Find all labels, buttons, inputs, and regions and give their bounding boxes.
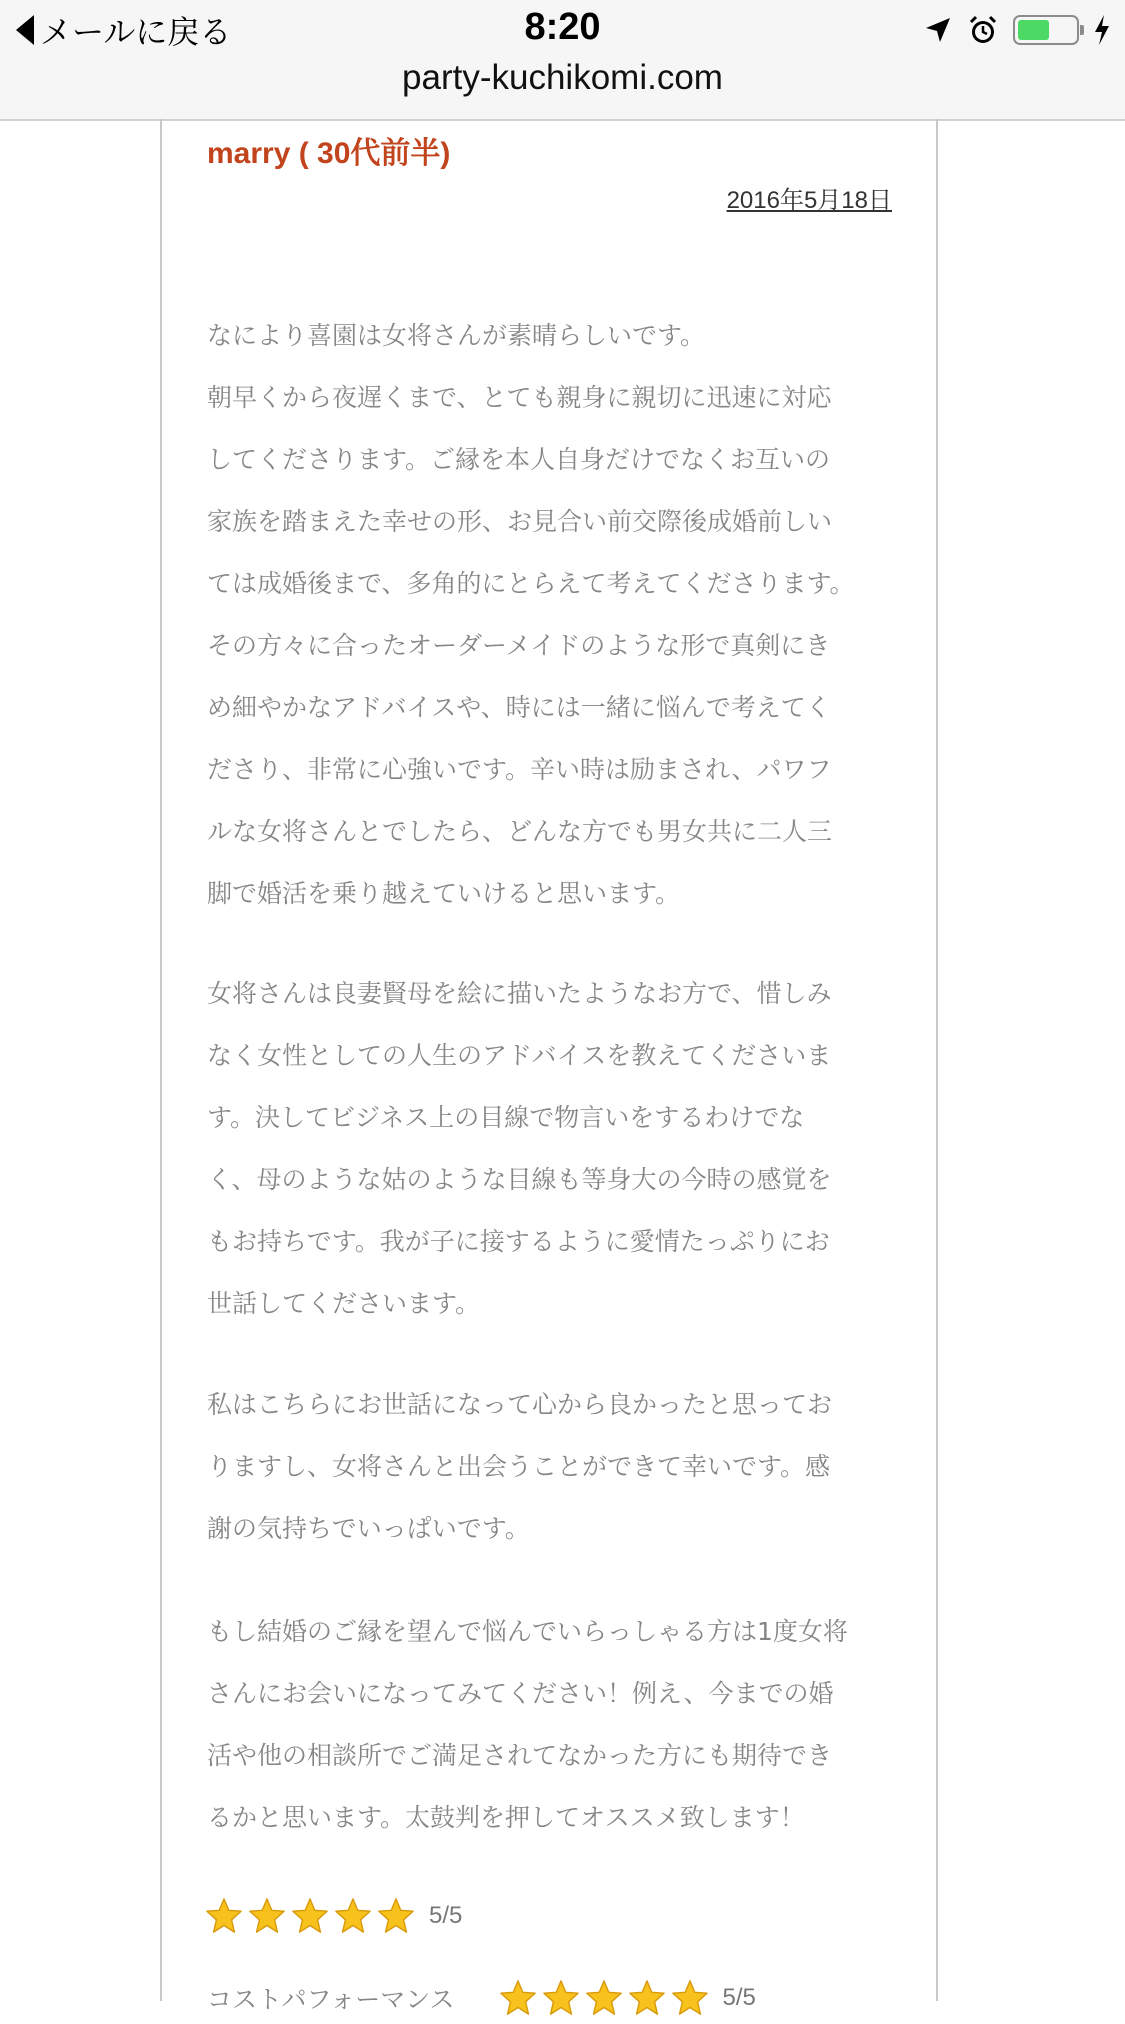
review-paragraph-4 (207, 1601, 897, 1849)
text-line: りますし、女将さんと出会うことができて幸いです。感 (207, 1452, 831, 1481)
status-time: 8:20 (524, 6, 601, 48)
text-line: なにより喜園は女将さんが素晴らしいです。 (207, 321, 706, 350)
charging-bolt-icon (1093, 14, 1111, 46)
text-line: 世話してくださいます。 (207, 1289, 481, 1318)
browser-top-bar (0, 0, 1125, 121)
battery-level (1018, 20, 1049, 40)
text-line: 朝早くから夜遅くまで、とても親身に親切に迅速に対応 (207, 383, 832, 412)
star-icon (377, 1897, 415, 1935)
alarm-icon (967, 14, 999, 46)
status-icons (923, 12, 1111, 48)
star-icon (248, 1897, 286, 1935)
text-line: 私はこちらにお世話になって心から良かったと思ってお (207, 1390, 833, 1419)
star-icon (542, 1979, 580, 2017)
star-rating (205, 1897, 415, 1935)
text-line: す。決してビジネス上の目線で物言いをするわけでな (207, 1103, 805, 1132)
battery-icon (1013, 15, 1079, 45)
text-line: ては成婚後まで、多角的にとらえて考えてくださります。 (207, 569, 855, 598)
text-line: 脚で婚活を乗り越えていけると思います。 (207, 879, 681, 908)
url-bar[interactable]: party-kuchikomi.com (402, 58, 723, 97)
text-line: してくださります。ご縁を本人自身だけでなくお互いの (207, 445, 831, 474)
text-line: るかと思います。太鼓判を押してオススメ致します！ (207, 1803, 805, 1832)
cost-performance-rating (207, 1972, 756, 2024)
star-icon (499, 1979, 537, 2017)
text-line: もお持ちです。我が子に接するように愛情たっぷりにお (207, 1227, 830, 1256)
text-line: め細やかなアドバイスや、時には一緒に悩んで考えてく (207, 693, 831, 722)
star-icon (671, 1979, 709, 2017)
review-author: marry ( 30代前半) (207, 137, 451, 170)
text-line: さんにお会いになってみてください！例え、今までの婚 (207, 1679, 834, 1708)
cost-performance-score: 5/5 (722, 1984, 756, 2011)
star-icon (334, 1897, 372, 1935)
text-line: 活や他の相談所でご満足されてなかった方にも期待でき (207, 1741, 833, 1770)
text-line: もし結婚のご縁を望んで悩んでいらっしゃる方は1度女将 (207, 1617, 848, 1646)
star-icon (205, 1897, 243, 1935)
text-line: ルな女将さんとでしたら、どんな方でも男女共に二人三 (207, 817, 833, 846)
overall-rating (205, 1890, 462, 1942)
text-line: ださり、非常に心強いです。辛い時は励まされ、パワフ (207, 755, 832, 784)
star-icon (585, 1979, 623, 2017)
review-paragraph-2 (207, 963, 897, 1335)
review-paragraph-1 (207, 305, 897, 925)
review-date[interactable]: 2016年5月18日 (726, 187, 892, 214)
text-line: 女将さんは良妻賢母を絵に描いたようなお方で、惜しみ (207, 979, 832, 1008)
star-rating (499, 1979, 709, 2017)
text-line: 謝の気持ちでいっぱいです。 (207, 1514, 530, 1543)
text-line: その方々に合ったオーダーメイドのような形で真剣にき (207, 631, 831, 660)
overall-rating-score: 5/5 (429, 1902, 463, 1929)
review-paragraph-3 (207, 1374, 897, 1560)
text-line: 家族を踏まえた幸せの形、お見合い前交際後成婚前しい (207, 507, 833, 536)
location-arrow-icon (923, 15, 953, 45)
text-line: く、母のような姑のような目線も等身大の今時の感覚を (207, 1165, 832, 1194)
cost-performance-label: コストパフォーマンス (207, 1985, 455, 2014)
star-icon (628, 1979, 666, 2017)
star-icon (291, 1897, 329, 1935)
text-line: なく女性としての人生のアドバイスを教えてくださいま (207, 1041, 832, 1070)
back-to-mail-label: メールに戻る (40, 13, 232, 51)
